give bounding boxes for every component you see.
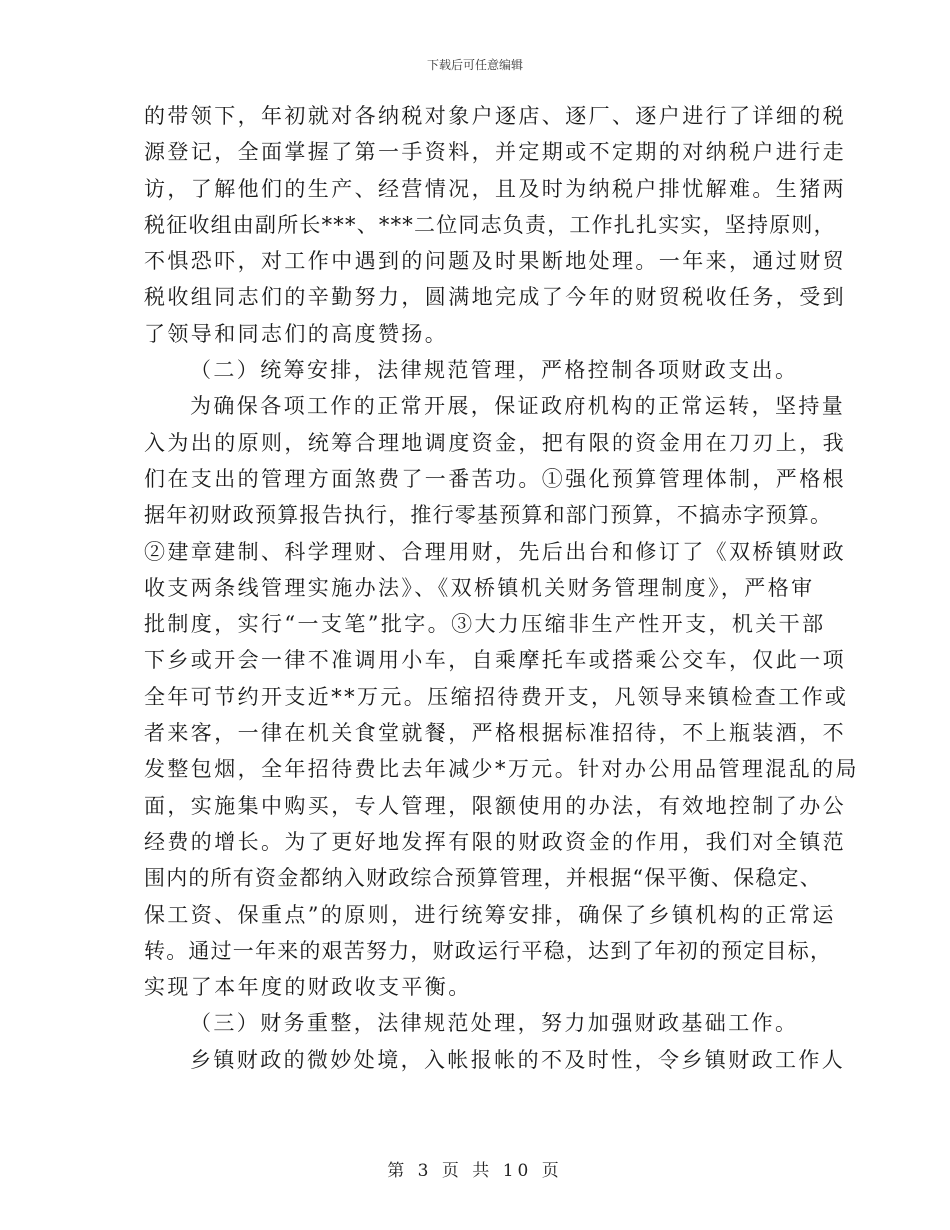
section-heading: （二）统筹安排，法律规范管理，严格控制各项财政支出。 [190,358,799,383]
body-line: 围内的所有资金都纳入财政综合预算管理，并根据“保平衡、保稳定、 [144,866,822,891]
body-line: 据年初财政预算报告执行，推行零基预算和部门预算，不搞赤字预算。 [144,503,833,528]
body-line: 访，了解他们的生产、经营情况，且及时为纳税户排忧解难。生猪两 [144,176,846,201]
body-line: 全年可节约开支近**万元。压缩招待费开支，凡领导来镇检查工作或 [144,684,849,709]
body-line: 发整包烟，全年招待费比去年减少*万元。针对办公用品管理混乱的局 [144,757,859,782]
section-heading: （三）财务重整，法律规范处理，努力加强财政基础工作。 [190,1011,799,1036]
page-number: 第 3 页 共 10 页 [387,1161,563,1181]
body-line: 批制度，实行“一支笔”批字。③大力压缩非生产性开支，机关干部 [144,612,826,637]
body-line: 下乡或开会一律不准调用小车，自乘摩托车或搭乘公交车，仅此一项 [144,648,846,673]
body-line: 入为出的原则，统筹合理地调度资金，把有限的资金用在刀刃上，我 [144,430,846,455]
body-line: 税收组同志们的辛勤努力，圆满地完成了今年的财贸税收任务，受到 [144,285,846,310]
body-line: 们在支出的管理方面煞费了一番苦功。①强化预算管理体制，严格根 [144,466,846,491]
body-line: 收支两条线管理实施办法》、《双桥镇机关财务管理制度》，严格审 [144,575,815,600]
body-line: 不惧恐吓，对工作中遇到的问题及时果断地处理。一年来，通过财贸 [144,249,846,274]
page-header-note: 下载后可任意编辑 [426,58,523,72]
body-line: 税征收组由副所长***、***二位同志负责，工作扎扎实实，坚持原则， [144,212,836,237]
body-line: 源登记，全面掌握了第一手资料，并定期或不定期的对纳税户进行走 [144,140,846,165]
body-line: 保工资、保重点”的原则，进行统筹安排，确保了乡镇机构的正常运 [144,902,836,927]
body-line: 了领导和同志们的高度赞扬。 [144,321,449,346]
body-line: 的带领下，年初就对各纳税对象户逐店、逐厂、逐户进行了详细的税 [144,104,846,128]
body-line: 为确保各项工作的正常开展，保证政府机构的正常运转，坚持量 [190,394,846,419]
body-line: 实现了本年度的财政收支平衡。 [144,975,472,1000]
body-line: 经费的增长。为了更好地发挥有限的财政资金的作用，我们对全镇范 [144,829,846,854]
body-line: 者来客，一律在机关食堂就餐，严格根据标准招待，不上瓶装酒，不 [144,721,846,746]
body-line: 转。通过一年来的艰苦努力，财政运行平稳，达到了年初的预定目标， [144,938,833,963]
body-line: ②建章建制、科学理财、合理用财，先后出台和修订了《双桥镇财政 [144,539,846,564]
body-line: 面，实施集中购买，专人管理，限额使用的办法，有效地控制了办公 [144,793,846,818]
document-body [144,98,859,1078]
body-line: 乡镇财政的微妙处境，入帐报帐的不及时性，令乡镇财政工作人 [190,1047,846,1072]
